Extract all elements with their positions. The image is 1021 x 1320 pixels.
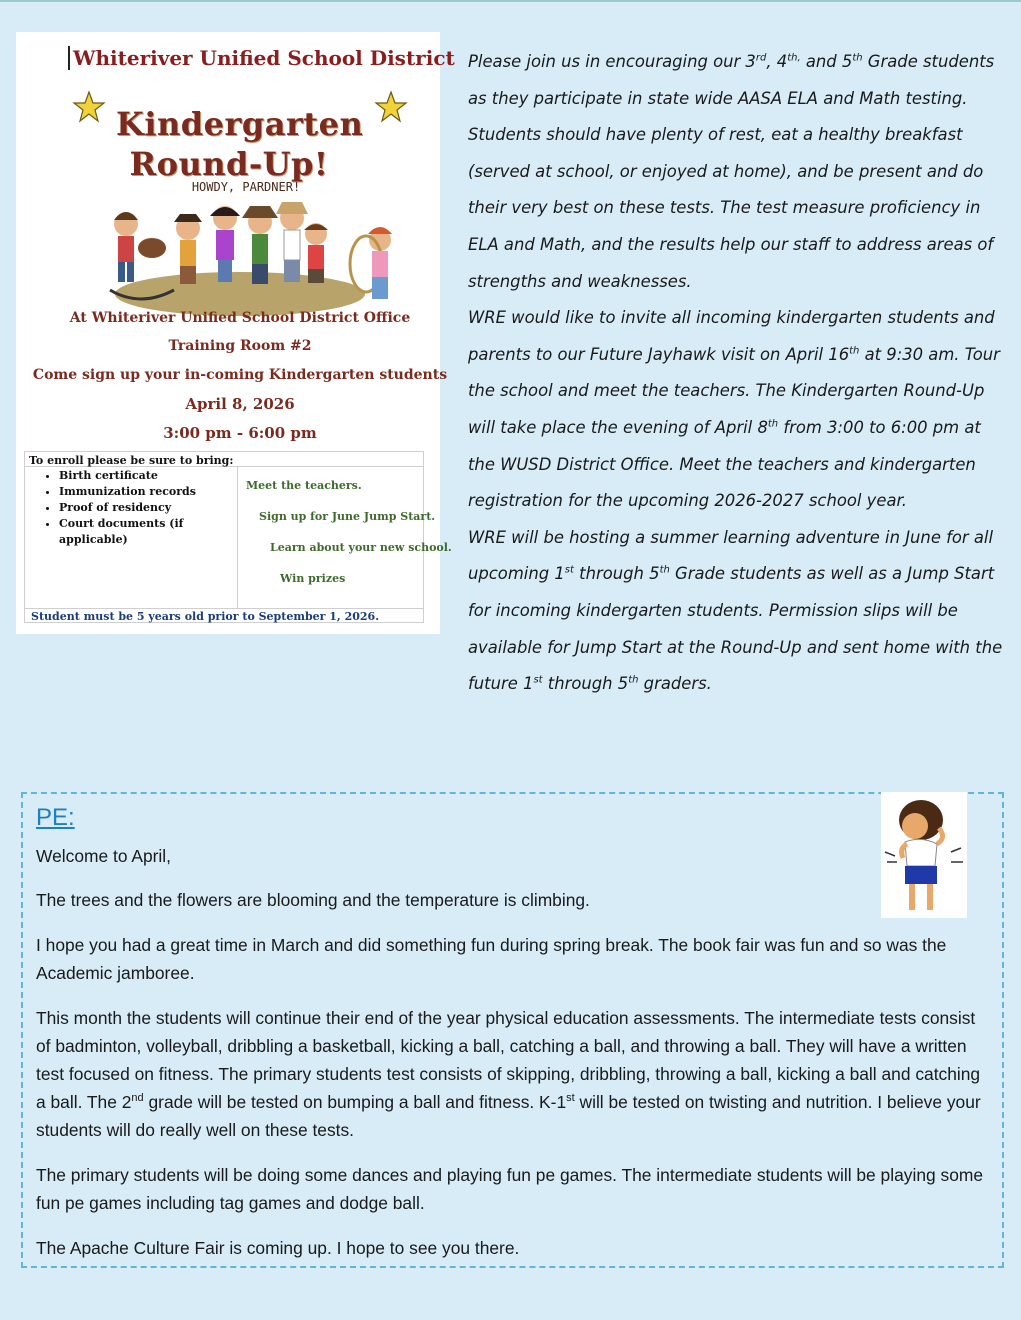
flyer-room: Training Room #2 [168,338,312,354]
enroll-table [24,451,452,623]
enroll-item: • Birth certificate [59,468,239,484]
intro-paragraph-summer [468,520,1008,703]
perk-jump-start: Sign up for June Jump Start. [259,510,436,523]
flyer-tagline: HOWDY, PARDNER! [191,180,301,194]
text-run: through 5 [573,564,660,584]
pe-section [21,792,1004,1268]
text-run: grade will be tested on bumping a ball and fitness. K-1 [143,1092,567,1112]
flyer-district-name: Whiteriver Unified School District [68,46,433,70]
superscript: th [659,564,670,576]
text-run: from 3:00 to 6:00 pm at the WUSD District Office. Meet the teachers and kindergarten registration for the upcoming 2026-2027 school year. [468,417,981,511]
enroll-heading: To enroll please be sure to bring: [29,454,234,467]
superscript: th [767,418,779,430]
text-run: Grade students as well as a Jump Start for incoming kindergarten students. Permission slips will be available for Jump Start at the Round-Up and sent home with the future 1 [468,564,1003,694]
text-run: , 4 [766,52,788,71]
pe-title: PE: [36,804,75,831]
kindergarten-roundup-flyer [16,32,455,634]
superscript: st [566,1092,575,1105]
pe-paragraph: The primary students will be doing some dances and playing fun pe games. The intermediate students will be playing some fun pe games including tag games and dodge ball. [36,1165,984,1213]
superscript: th, [787,52,801,64]
pe-paragraph: The trees and the flowers are blooming and the temperature is climbing. [36,890,590,910]
text-run: WRE will be hosting a summer learning adventure in June for all upcoming 1 [468,527,994,584]
superscript: st [533,674,543,686]
pe-greeting: Welcome to April, [36,846,171,866]
flyer-location: At Whiteriver Unified School District Office [69,310,411,326]
flyer-time: 3:00 pm - 6:00 pm [163,424,317,442]
intro-paragraph-testing [468,44,1008,300]
perk-learn-school: Learn about your new school. [270,541,452,554]
enroll-requirements [29,454,239,548]
enroll-list [29,468,239,548]
text-run: will be tested on twisting and nutrition. I believe your students will do really well on these tests. [36,1092,981,1140]
pe-paragraph-assessments [36,1004,986,1144]
star-icon [374,90,408,124]
text-run: Grade students as they participate in state wide AASA ELA and Math testing. Students should have plenty of rest, eat a healthy breakfast (served at school, or enjoyed at home), and be present and do their very best on these tests. The test measure proficiency in ELA and Math, and the results help our staff to address areas of strengths and weaknesses. [468,52,995,291]
flyer-call-to-action: Come sign up your in-coming Kindergarten students [32,367,448,383]
pe-paragraph: I hope you had a great time in March and did something fun during spring break. The book fair was fun and so was the Academic jamboree. [36,935,947,983]
enroll-item: • Immunization records [59,484,239,500]
cowboy-kids-illustration [90,194,400,322]
text-run: graders. [638,674,712,694]
superscript: th [849,345,860,357]
top-rule [0,0,1021,2]
perk-win-prizes: Win prizes [280,572,346,585]
flyer-title-line1: Kindergarten [116,105,364,143]
perk-meet-teachers: Meet the teachers. [246,479,362,492]
text-run: Please join us in encouraging our 3 [468,52,756,71]
text-run: WRE would like to invite all incoming kindergarten students and parents to our Future Jayhawk visit on April 16 [468,308,995,364]
superscript: th [628,674,639,686]
intro-paragraph-jayhawk [468,300,1008,520]
flyer-date: April 8, 2026 [185,395,295,413]
text-run: and 5 [800,52,853,71]
superscript: th [852,52,863,64]
flyer-title [116,104,364,184]
intro-text [468,44,1008,703]
text-run: through 5 [542,674,629,694]
superscript: st [564,564,574,576]
text-run: at 9:30 am. Tour the school and meet the teachers. The Kindergarten Round-Up will take place the evening of April 8 [468,344,1000,437]
enroll-item: • Proof of residency [59,500,239,516]
superscript: nd [131,1092,144,1105]
star-icon [72,90,106,124]
enroll-item: • Court documents (if applicable) [59,516,239,548]
text-run: This month the students will continue their end of the year physical education assessments. The intermediate tests consist of badminton, volleyball, dribbling a basketball, kicking a ball, catching a ball, and throwing a ball. They will have a written test focused on fitness. The primary students test consists of skipping, dribbling, throwing a ball, kicking a ball and catching a ball. The 2 [36,1008,981,1112]
superscript: rd [755,52,767,64]
table-divider [25,608,423,609]
flyer-title-line2: Round-Up! [129,145,329,183]
age-requirement-note: Student must be 5 years old prior to September 1, 2026. [31,610,380,623]
pe-paragraph: The Apache Culture Fair is coming up. I hope to see you there. [36,1238,520,1258]
